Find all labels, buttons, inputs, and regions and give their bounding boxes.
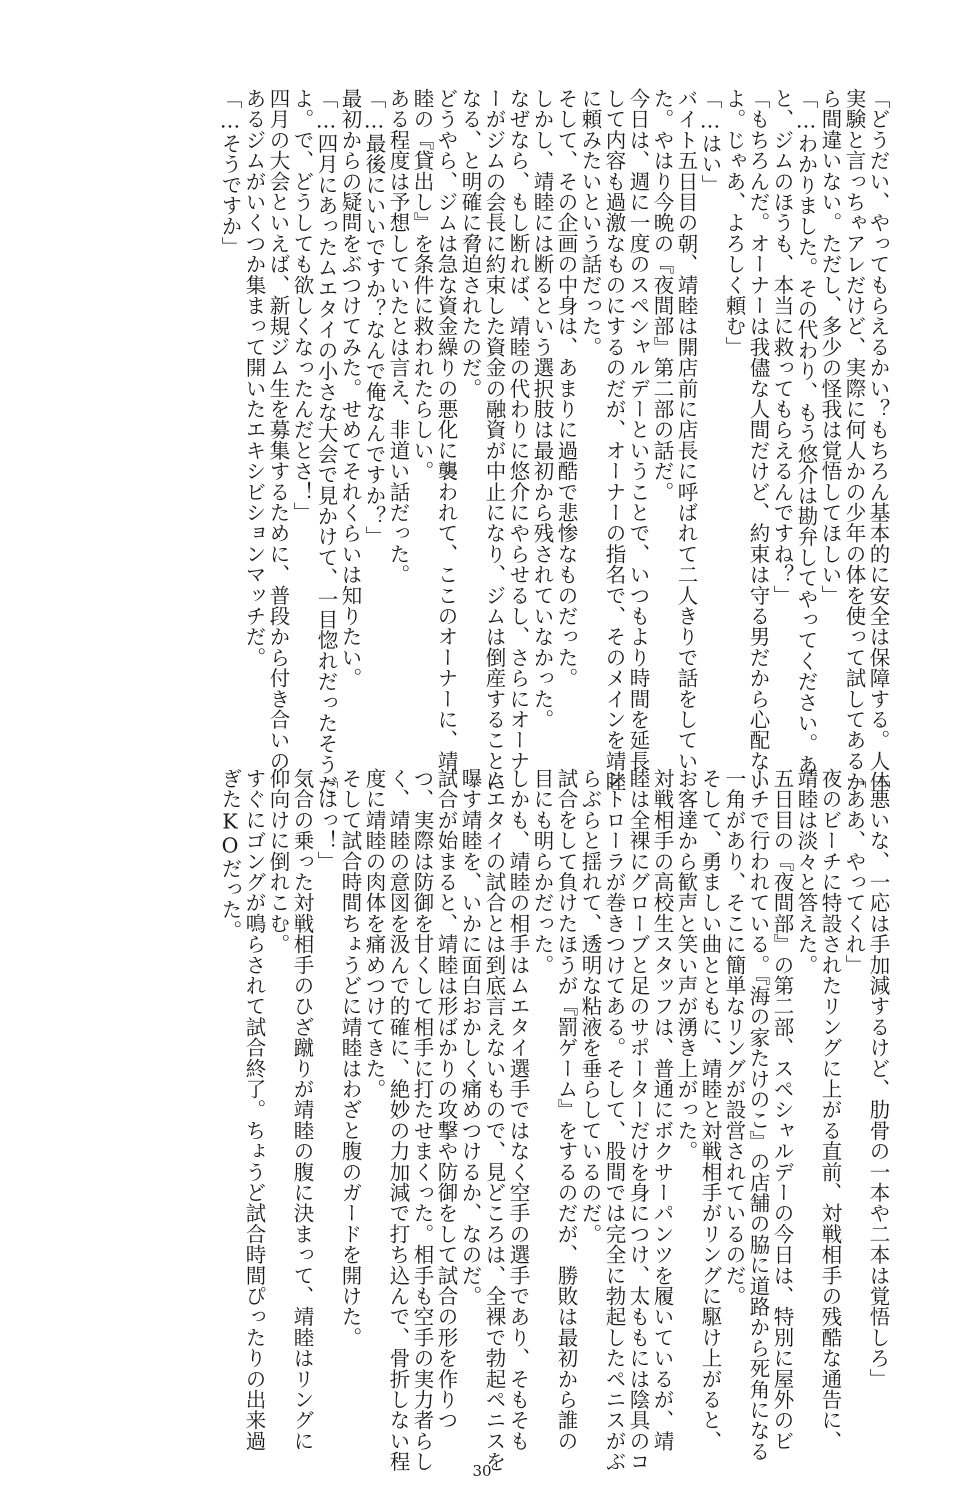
text-line: 目にも明らかだった。 — [530, 768, 554, 975]
text-line: 五日目の『夜間部』の第二部、スペシャルデーの今日は、特別に屋外のビ — [770, 768, 794, 1452]
text-line: 最初からの疑問をぶつけてみた。せめてそれくらいは知りたい。 — [338, 88, 362, 689]
text-line: 試合をして負けたほうが『罰ゲーム』をするのだが、勝敗は最初から誰の — [554, 768, 578, 1452]
text-line: ある程度は予想していたとは言え、非道い話だった。 — [386, 88, 410, 585]
text-line: ーチで行われている。『海の家たけのこ』の店舗の脇に道路から死角になる — [746, 768, 770, 1462]
text-line: 実験と言っちゃアレだけど、実際に何人かの少年の体を使って試してあるか — [842, 88, 866, 792]
text-line: 試合が始まると、靖睦は形ばかりの攻撃や防御をして試合の形を作りつ — [434, 768, 458, 1431]
text-line: 四月の大会といえば、新規ジム生を募集するために、普段から付き合いの — [266, 88, 290, 772]
text-line: 睦の『貸出し』を条件に救われたらしい。 — [410, 88, 434, 482]
text-line: 「…四月にあったムエタイの小さな大会で見かけて、一目惚れだったそうだ — [314, 88, 338, 796]
text-line: らぶらと揺れて、透明な粘液を垂らしているのだ。 — [578, 768, 602, 1245]
text-line: そして、勇ましい曲とともに、靖睦と対戦相手がリングに駆け上がると、 — [698, 768, 722, 1452]
text-line: 対戦相手の高校生スタッフは、普通にボクサーパンツを履いているが、靖 — [650, 768, 674, 1452]
text-line: と、ジムのほうも、本当に救ってもらえるんですね？」 — [770, 88, 794, 606]
text-line: なる、と明確に脅迫されたのだ。 — [458, 88, 482, 399]
text-line: 「…はい」 — [698, 88, 722, 195]
text-line: く、靖睦の意図を汲んで的確に、絶妙の力加減で打ち込んで、骨折しない程 — [386, 768, 410, 1472]
text-line: 夜のビーチに特設されたリングに上がる直前、対戦相手の残酷な通告に、 — [818, 768, 842, 1452]
text-line: 曝す靖睦を、いかに面白おかしく痛めつけるか、なのだ。 — [458, 768, 482, 1307]
text-line: そして、その企画の中身は、あまりに過酷で悲惨なものだった。 — [554, 88, 578, 689]
text-line: 仰向けに倒れこむ。 — [266, 768, 290, 955]
text-line: 今日は、週に一度のスペシャルデーということで、いつもより時間を延長 — [626, 88, 650, 772]
text-line: 「もちろんだ。オーナーは我儘な人間だけど、約束は守る男だから心配ない — [746, 88, 770, 792]
text-line: 気合の乗った対戦相手のひざ蹴りが靖睦の腹に決まって、靖睦はリングに — [290, 768, 314, 1452]
text-line: ーがジムの会長に約束した資金の融資が中止になり、ジムは倒産することに — [482, 88, 506, 792]
text-line: つ、実際は防御を甘くして相手に打たせまくった。相手も空手の実力者らし — [410, 768, 434, 1472]
text-line: どうやら、ジムは急な資金繰りの悪化に襲われて、ここのオーナーに、靖 — [434, 88, 458, 772]
text-line: すぐにゴングが鳴らされて試合終了。ちょうど試合時間ぴったりの出来過 — [242, 768, 266, 1452]
text-line: あるジムがいくつか集まって開いたエキシビションマッチだ。 — [242, 88, 266, 668]
text-line: お客達から歓声と笑い声が湧き上がった。 — [674, 768, 698, 1162]
text-line: 「悪いな、一応は手加減するけど、肋骨の一本や二本は覚悟しろ」 — [866, 768, 890, 1389]
text-line: 「はっ！」 — [314, 768, 338, 872]
text-line: 度に靖睦の肉体を痛めつけてきた。 — [362, 768, 386, 1100]
text-line: 「ああ、やってくれ」 — [842, 768, 866, 975]
text-line: た。やはり今晩の『夜間部』第二部の話だ。 — [650, 88, 674, 502]
text-line: 一角があり、そこに簡単なリングが設営されているのだ。 — [722, 768, 746, 1307]
text-line: して内容も過激なものにするのだが、オーナーの指名で、そのメインを靖睦 — [602, 88, 626, 792]
upper-text-block — [80, 88, 890, 796]
text-line: に頼みたいという話だった。 — [578, 88, 602, 358]
text-line: 靖睦は淡々と答えた。 — [794, 768, 818, 975]
text-line: よ。じゃあ、よろしく頼む」 — [722, 88, 746, 358]
text-line: 「…最後にいいですか？なんで俺なんですか？」 — [362, 88, 386, 547]
text-line: しかし、靖睦には断るという選択肢は最初から残されていなかった。 — [530, 88, 554, 730]
text-line: 「…わかりました。その代わり、もう悠介は勘弁してやってください。あ — [794, 88, 818, 775]
text-line: 「…そうですか」 — [218, 88, 242, 258]
text-line: そして試合時間ちょうどに靖睦はわざと腹のガードを開けた。 — [338, 768, 362, 1348]
text-line: 「どうだい、やってもらえるかい？もちろん基本的に安全は保障する。人体 — [866, 88, 890, 792]
text-line: よ。で、どうしても欲しくなったんだとさ！」 — [290, 88, 314, 523]
text-line: しかも、靖睦の相手はムエタイ選手ではなく空手の選手であり、そもそも — [506, 768, 530, 1452]
text-line: ントローラが巻きつけてある。そして、股間では完全に勃起したペニスがぶ — [602, 768, 626, 1472]
text-line: バイト五日目の朝、靖睦は開店前に店長に呼ばれて二人きりで話をしてい — [674, 88, 698, 772]
text-line: ぎたKOだった。 — [218, 768, 242, 941]
text-line: 睦は全裸にグローブと足のサポーターだけを身につけ、太ももには陰具のコ — [626, 768, 650, 1472]
text-line: ムエタイの試合とは到底言えないもので、見どころは、全裸で勃起ペニスを — [482, 768, 506, 1472]
text-line: なぜなら、もし断れば、靖睦の代わりに悠介にやらせるし、さらにオーナ — [506, 88, 530, 772]
text-line: ら間違いない。ただし、多少の怪我は覚悟してほしい」 — [818, 88, 842, 606]
page-number: 30 — [472, 1462, 492, 1480]
